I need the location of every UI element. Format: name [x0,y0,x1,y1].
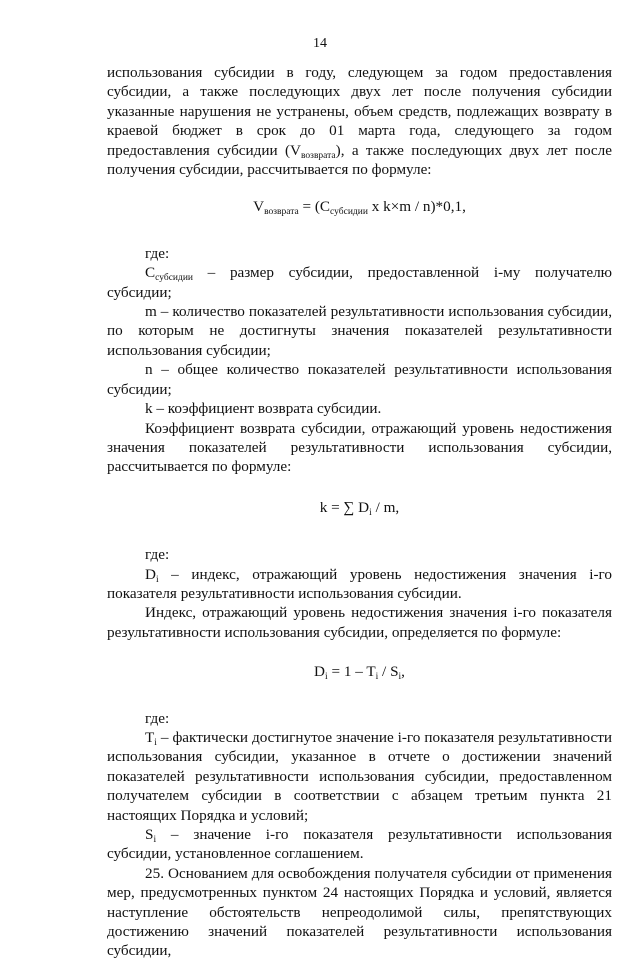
where-label-2: где: [145,546,170,564]
definition-d [107,565,612,604]
paragraph-d-formula-intro: Индекс, отражающий уровень недостижения значения i-го показателя результативности использования субсидии, определяется по формуле: [107,604,612,641]
def-d-sub: i [155,574,159,585]
where-label-1: где: [145,244,170,262]
intro-paragraph [107,63,612,179]
definition-m: m – количество показателей результативности использования субсидии, по которым не достигнуты значения показателей результативности использования субсидии; [107,303,612,359]
def-s-symbol: S [145,826,154,843]
formula3-d: , [401,663,405,681]
formula-v-return [107,197,612,216]
definition-k: k – коэффициент возврата субсидии. [145,400,382,418]
def-t-sub: i [154,737,157,748]
where-label-3: где: [145,709,170,727]
definition-c [107,263,612,302]
intro-text: использования субсидии в году, следующем за годом предоставления субсидии, а также последующих двух лет после получения субсидии указанные нарушения не устранены, объем средств, подлежащих возврату в краевой бюджет в срок до 01 марта года, следующего за годом предоставления субсидии (V [107,64,612,159]
formula3-b-sub: i [375,672,379,683]
def-c-symbol: C [145,264,156,282]
formula3-c: / S [378,663,399,681]
formula3-b: = 1 – T [327,663,376,681]
formula1-lhs: V [253,198,265,216]
paragraph-k-formula-intro: Коэффициент возврата субсидии, отражающий уровень недостижения значения показателей результативности использования субсидии, рассчитывается по формуле: [107,419,612,476]
def-d-text: – индекс, отражающий уровень недостижения значения i-го показателя результативности использования субсидии. [107,565,612,602]
formula1-lhs-sub: возврата [264,207,299,218]
formula3-c-sub: i [398,672,402,683]
formula-k [107,498,612,517]
document-body [107,63,612,961]
page-number: 14 [313,36,327,51]
def-s-text: – значение i-го показателя результативности использования субсидии, установленное соглашением. [107,826,612,863]
paragraph-25: 25. Основанием для освобождения получателя субсидии от применения мер, предусмотренных пунктом 24 настоящих Порядка и условий, является наступление обстоятельств непреодолимой силы, препятствующих достижению значений показателей результативности использования субсидии, [107,864,612,960]
formula3-a: D [314,663,326,681]
definition-s [107,825,612,864]
definition-n: n – общее количество показателей результативности использования субсидии; [107,361,612,398]
intro-subscript: возврата [301,150,336,161]
intro-text-end: ), а также последующих двух лет после получения субсидии, рассчитывается по формуле: [107,141,612,179]
formula2-sub: i [369,507,372,518]
formula1-rhs: x k×m / n)*0,1, [367,198,466,216]
def-t-text: – фактически достигнутое значение i-го показателя результативности использования субсидии, указанное в отчете о достижении значений показателей результативности использования субсидии, предоставленном получателем субсидии в соответствии с абзацем третьим пункта 21 настоящих Порядка и условий; [107,728,612,824]
formula1-mid: = (C [298,198,331,216]
formula3-a-sub: i [325,672,328,683]
formula1-mid-sub: субсидии [330,207,368,218]
def-c-text: – размер субсидии, предоставленной i-му получателю субсидии; [107,264,612,301]
def-c-sub: субсидии [155,273,193,284]
definition-t [107,728,612,825]
def-t-symbol: T [145,728,155,746]
def-s-sub: i [153,835,157,845]
formula2-post: / m, [371,498,400,516]
def-d-symbol: D [145,565,156,583]
formula2-pre: k = ∑ D [319,498,370,516]
formula-d [107,662,612,681]
